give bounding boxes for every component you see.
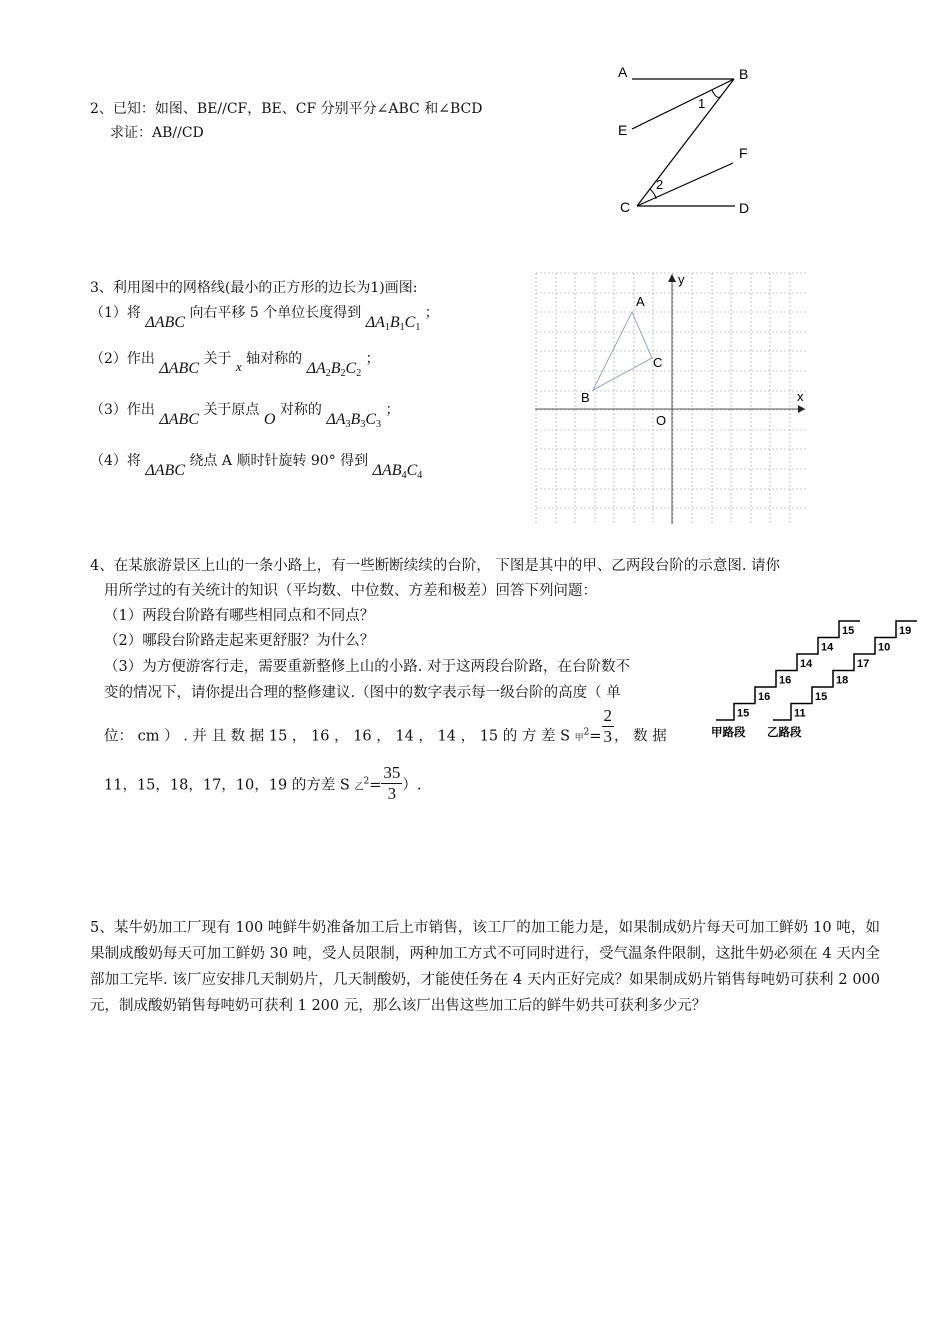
point-b-label: B — [581, 390, 590, 405]
jia-step-label: 16 — [779, 674, 792, 687]
q2-figure — [600, 55, 770, 230]
origin-label: O — [656, 413, 667, 428]
x-axis-label: x — [797, 389, 804, 404]
label-c: C — [620, 199, 631, 215]
q3-grid-figure — [535, 272, 810, 526]
q3-item4: （4）将 ΔABC 绕点 A 顺时针旋转 90° 得到 $\Delta AB_4C_4$ — [90, 453, 423, 481]
q3-item2: （2）作出 ΔABC 关于 x 轴对称的 $\Delta A_2B_2C_2$ ； — [90, 351, 380, 379]
segment-cf — [637, 163, 733, 206]
q4-sub3d: 11，15，18，17，10，19 的方差 S 乙$^2$= $\frac{35}{3}$ ）. — [104, 763, 422, 803]
label-b: B — [739, 66, 749, 82]
triangle-a3b3c3: $\Delta A_3B_3C_3$ — [326, 411, 381, 430]
q4-sub1: （1）两段台阶路有哪些相同点和不同点？ — [104, 608, 375, 624]
triangle-abc: ΔABC — [159, 411, 199, 428]
origin-symbol: O — [263, 411, 276, 428]
angle1-arc — [712, 90, 720, 97]
label-angle1: 1 — [698, 96, 706, 111]
triangle-abc: ΔABC — [145, 462, 185, 479]
y-axis-arrow-icon — [668, 274, 676, 282]
q4-line2: 用所学过的有关统计的知识（平均数、中位数、方差和极差）回答下列问题： — [104, 583, 597, 599]
jia-step-label: 16 — [758, 691, 771, 703]
label-e: E — [618, 122, 628, 138]
q3-item3: （3）作出 ΔABC 关于原点 O 对称的 $\Delta A_3B_3C_3$ ； — [90, 402, 400, 430]
triangle-ab4c4: $\Delta AB_4C_4$ — [372, 462, 423, 481]
yi-step-label: 19 — [899, 625, 912, 637]
axis-x-symbol: x — [235, 359, 242, 374]
q4-stairs-figure — [705, 610, 912, 750]
q2-line1: 2、已知：如图、BE//CF，BE、CF 分别平分∠ABC 和∠BCD — [90, 101, 483, 117]
triangle-a2b2c2: $\Delta A_2B_2C_2$ — [306, 360, 362, 379]
yi-step-label: 11 — [794, 707, 806, 720]
jia-step-label: 14 — [821, 641, 834, 654]
segment-bc — [637, 79, 734, 206]
triangle-a1b1c1: $\Delta A_1B_1C_1$ — [365, 314, 421, 333]
variance-jia-fraction: $\frac{2}{3}$ — [603, 706, 613, 746]
triangle-abc: ΔABC — [159, 360, 199, 377]
jia-step-label: 14 — [800, 658, 813, 670]
q4-sub3b: 变的情况下，请你提出合理的整修建议.（图中的数字表示每一级台阶的高度（ 单 — [104, 685, 621, 701]
yi-step-label: 18 — [836, 674, 849, 687]
x-axis-arrow-icon — [798, 405, 805, 413]
y-axis-label: y — [678, 272, 685, 287]
jia-step-label: 15 — [737, 707, 750, 720]
point-a-label: A — [636, 294, 645, 309]
q4-sub3a: （3）为方便游客行走，需要重新整修上山的小路. 对于这两段台阶路，在台阶数不 — [104, 659, 630, 675]
grid-lines — [536, 273, 806, 524]
label-f: F — [739, 145, 748, 161]
label-a: A — [618, 64, 628, 80]
yi-step-label: 17 — [857, 658, 870, 670]
q3-item1: （1）将 ΔABC 向右平移 5 个单位长度得到 $\Delta A_1B_1C_1$ ； — [90, 305, 439, 333]
q5-text: 5、某牛奶加工厂现有 100 吨鲜牛奶准备加工后上市销售，该工厂的加工能力是，如果制成奶片每天可加工鲜奶 10 吨，如果制成酸奶每天可加工鲜奶 30 吨，受人员限制，两种加工方式不可同时进行，受气温条件限制，这批牛奶必须在 4 天内全部加工完毕. 该厂应安排几天制奶片，几天制酸奶，才能使任务在 4 天内正好完成？如果制成奶片销售每吨奶可获利 2 000 元，制成酸奶销售每吨奶可获利 1 200 元，那么该厂出售这些加工后的鲜牛奶共可获利多少元？ — [90, 920, 880, 1014]
q4-sub2: （2）哪段台阶路走起来更舒服？为什么？ — [104, 633, 375, 649]
q3-item1-prefix: （1）将 — [90, 305, 141, 321]
point-c-label: C — [653, 355, 663, 370]
jia-road-label: 甲路段 — [711, 727, 746, 739]
segment-be — [632, 79, 734, 129]
variance-yi-fraction: $\frac{35}{3}$ — [383, 763, 401, 803]
q3-intro: 3、利用图中的网格线(最小的正方形的边长为1)画图: — [90, 280, 418, 296]
label-d: D — [739, 200, 750, 216]
triangle-abc: ΔABC — [145, 314, 185, 331]
label-angle2: 2 — [656, 177, 664, 192]
yi-step-label: 15 — [815, 691, 828, 703]
q4-line1: 4、在某旅游景区上山的一条小路上，有一些断断续续的台阶， 下图是其中的甲、乙两段台阶的示意图. 请你 — [90, 558, 781, 574]
yi-step-label: 10 — [878, 641, 891, 654]
jia-step-label: 15 — [842, 625, 855, 637]
q2-line2: 求证：AB//CD — [110, 125, 204, 141]
q4-sub3c: 位： cm ） . 并 且 数 据 15 ， 16 ， 16 ， 14 ， 14 ， 15 的 方 差 S 甲$^2$= $\frac{2}{3}$ ， 数 据 — [104, 706, 667, 746]
yi-road-label: 乙路段 — [767, 727, 802, 739]
q3-item1-text: 向右平移 5 个单位长度得到 — [189, 305, 362, 321]
